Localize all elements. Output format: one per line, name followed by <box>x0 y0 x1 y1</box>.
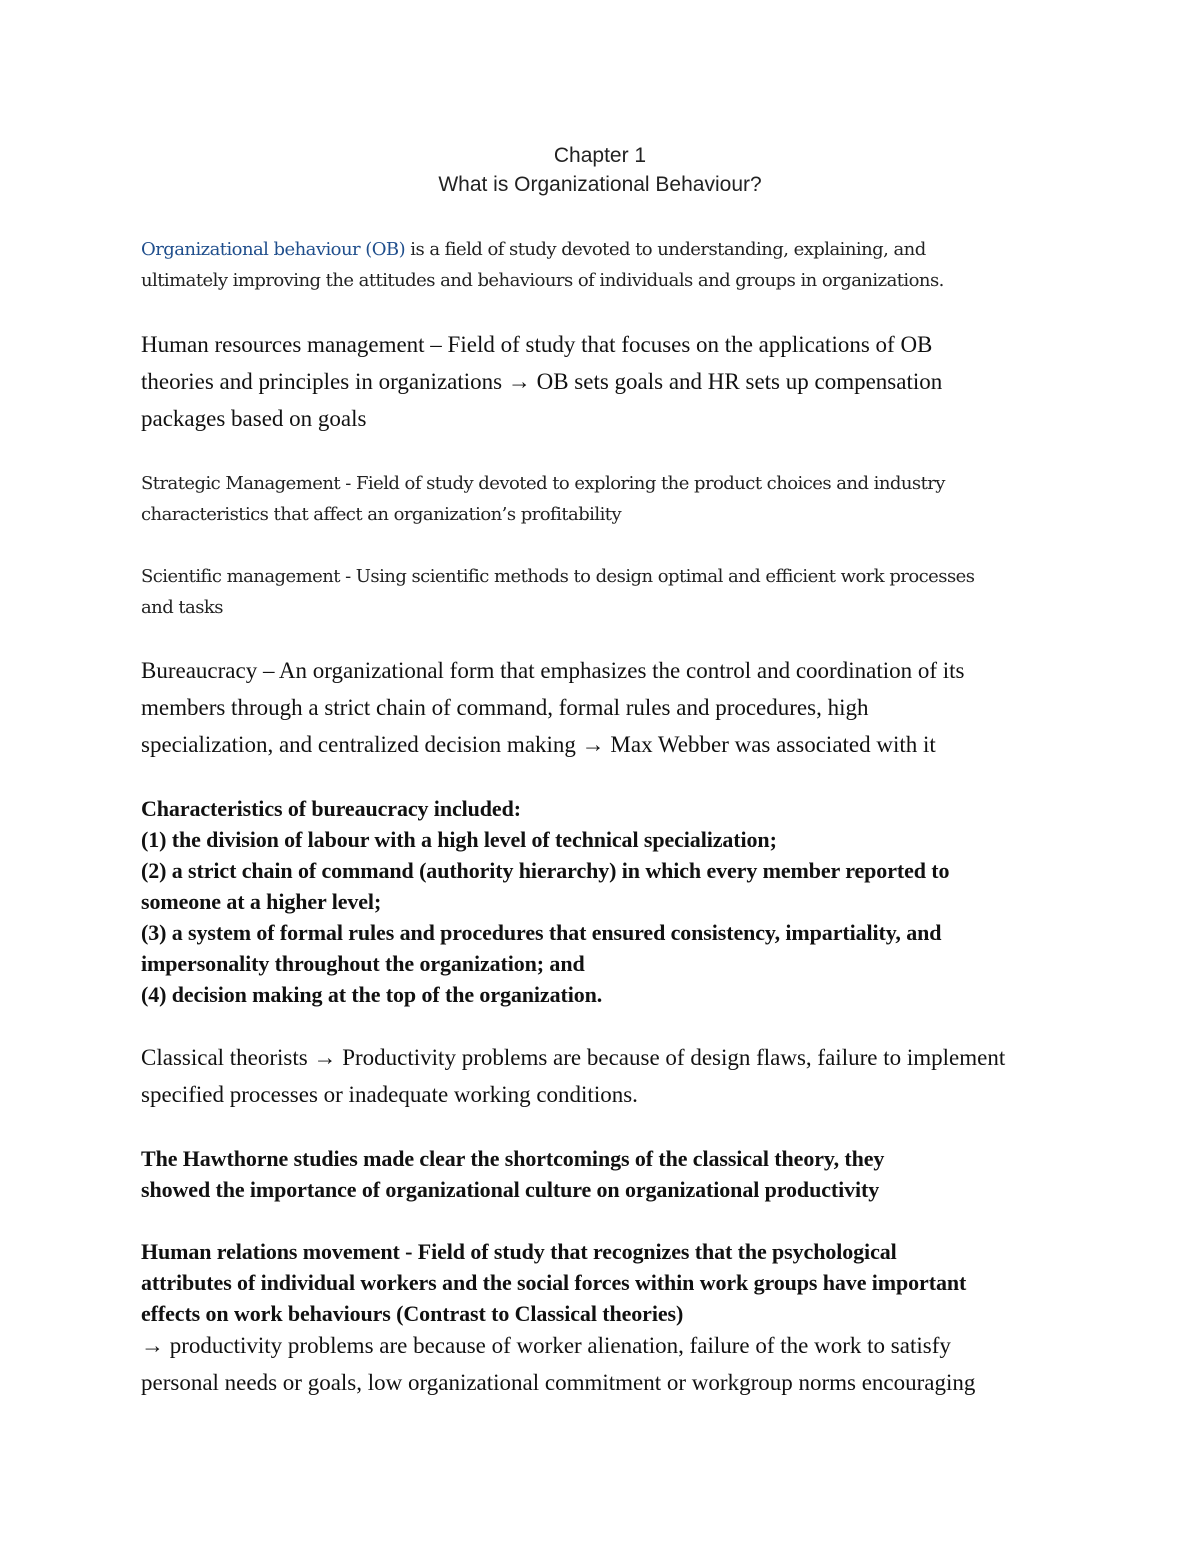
characteristics-item: (4) decision making at the top of the organization. <box>141 982 603 1007</box>
ob-definition-paragraph <box>141 234 1071 296</box>
hawthorne-line: showed the importance of organizational culture on organizational productivity <box>141 1177 880 1202</box>
characteristics-item: impersonality throughout the organization; and <box>141 951 585 976</box>
human-relations-line: attributes of individual workers and the social forces within work groups have important <box>141 1270 967 1295</box>
human-relations-paragraph <box>141 1236 1071 1329</box>
classical-line: Classical theorists → Productivity problems are because of design flaws, failure to implement <box>141 1045 1006 1070</box>
characteristics-item: (3) a system of formal rules and procedures that ensured consistency, impartiality, and <box>141 920 942 945</box>
human-relations-detail-line: personal needs or goals, low organizational commitment or workgroup norms encouraging <box>141 1370 976 1395</box>
hrm-paragraph <box>141 326 1071 437</box>
human-relations-line: effects on work behaviours (Contrast to Classical theories) <box>141 1301 684 1326</box>
scientific-line: and tasks <box>141 597 223 618</box>
classical-line: specified processes or inadequate working conditions. <box>141 1082 638 1107</box>
strategic-line: characteristics that affect an organization’s profitability <box>141 504 622 525</box>
bureaucracy-line: specialization, and centralized decision making → Max Webber was associated with it <box>141 732 936 757</box>
hrm-line: theories and principles in organizations → OB sets goals and HR sets up compensation <box>141 369 943 394</box>
classical-theorists-paragraph <box>141 1039 1071 1113</box>
page-title <box>0 141 1200 199</box>
bureaucracy-characteristics-list <box>141 793 1071 1010</box>
characteristics-heading: Characteristics of bureaucracy included: <box>141 796 521 821</box>
ob-term: Organizational behaviour (OB) <box>141 239 406 260</box>
human-relations-continuation <box>141 1327 1071 1401</box>
characteristics-item: (2) a strict chain of command (authority hierarchy) in which every member reported to <box>141 858 950 883</box>
chapter-number: Chapter 1 <box>553 144 647 167</box>
ob-definition-text: is a field of study devoted to understanding, explaining, and <box>405 239 926 260</box>
scientific-management-paragraph <box>141 561 1071 623</box>
bureaucracy-line: Bureaucracy – An organizational form that emphasizes the control and coordination of its <box>141 658 965 683</box>
bureaucracy-line: members through a strict chain of command, formal rules and procedures, high <box>141 695 869 720</box>
scientific-line: Scientific management - Using scientific methods to design optimal and efficient work processes <box>141 566 975 587</box>
hawthorne-paragraph <box>141 1143 1071 1205</box>
human-relations-line: Human relations movement - Field of study that recognizes that the psychological <box>141 1239 897 1264</box>
characteristics-item: someone at a higher level; <box>141 889 382 914</box>
hrm-line: packages based on goals <box>141 406 367 431</box>
hrm-line: Human resources management – Field of study that focuses on the applications of OB <box>141 332 933 357</box>
characteristics-item: (1) the division of labour with a high level of technical specialization; <box>141 827 777 852</box>
chapter-title: What is Organizational Behaviour? <box>438 173 762 196</box>
bureaucracy-paragraph <box>141 652 1071 763</box>
human-relations-detail-line: → productivity problems are because of worker alienation, failure of the work to satisfy <box>141 1333 951 1358</box>
hawthorne-line: The Hawthorne studies made clear the shortcomings of the classical theory, they <box>141 1146 885 1171</box>
ob-definition-line <box>141 234 1071 265</box>
ob-definition-line: ultimately improving the attitudes and behaviours of individuals and groups in organizations. <box>141 270 944 291</box>
strategic-line: Strategic Management - Field of study devoted to exploring the product choices and industry <box>141 473 945 494</box>
strategic-management-paragraph <box>141 468 1071 530</box>
